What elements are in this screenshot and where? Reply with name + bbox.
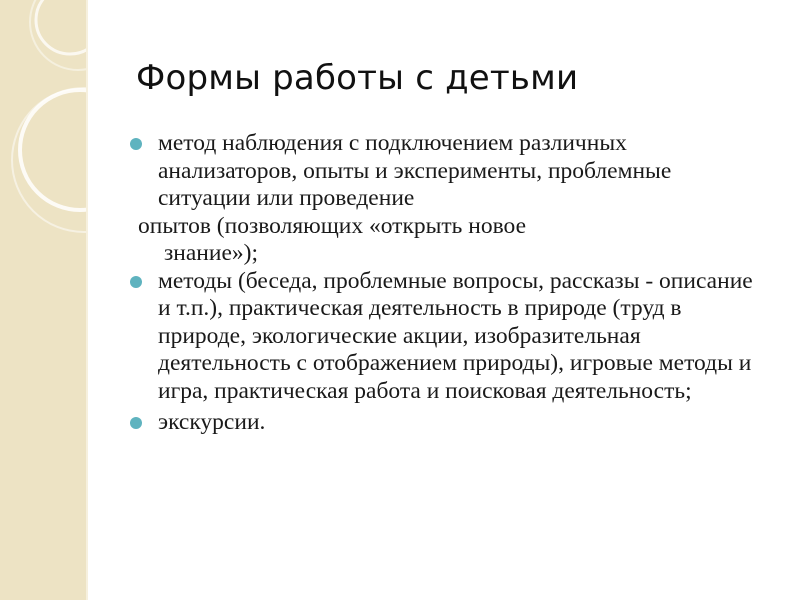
list-item-continuation: знание»); bbox=[164, 240, 258, 266]
decorative-rings bbox=[0, 0, 88, 600]
list-item bbox=[128, 268, 758, 406]
bullet-dot-icon bbox=[130, 138, 142, 150]
slide-title: Формы работы с детьми bbox=[136, 58, 579, 98]
decorative-side-band bbox=[0, 0, 88, 600]
list-item-text: экскурсии. bbox=[158, 409, 266, 435]
list-item-text: методы (беседа, проблемные вопросы, рассказы - описание и т.п.), практическая деятельность в природе (труд в природе, экологические акции, изобразительная деятельность с отображением природы), игровые методы и игра, практическая работа и поисковая деятельность; bbox=[158, 267, 753, 404]
list-item bbox=[128, 130, 758, 213]
bullet-dot-icon bbox=[130, 417, 142, 429]
list-item-continuation: опытов (позволяющих «открыть новое bbox=[138, 212, 527, 239]
bullet-dot-icon bbox=[130, 276, 142, 288]
list-item-text: метод наблюдения с подключением различных анализаторов, опыты и эксперименты, проблемные ситуации или проведение bbox=[158, 130, 672, 211]
band-edge-line bbox=[86, 0, 88, 600]
bullet-list bbox=[128, 130, 758, 437]
list-item bbox=[128, 409, 758, 437]
